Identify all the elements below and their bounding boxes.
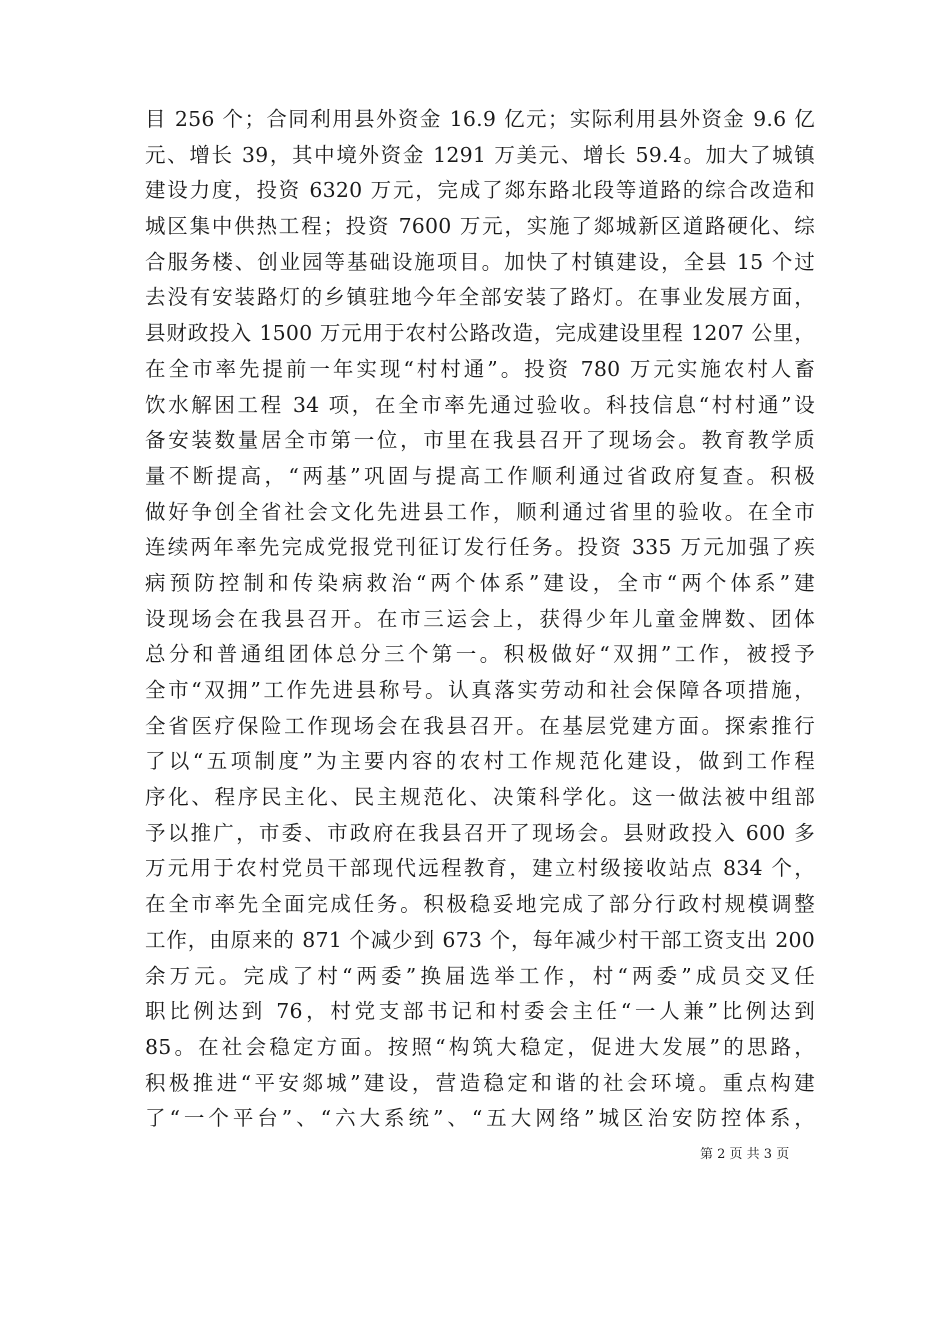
text-line: 病预防控制和传染病救治“两个体系”建设，全市“两个体系”建	[145, 570, 815, 595]
text-line: 量不断提高，“两基”巩固与提高工作顺利通过省政府复查。积极	[145, 463, 815, 488]
text-line: 万元用于农村党员干部现代远程教育，建立村级接收站点 834 个，	[145, 856, 815, 881]
text-line: 总分和普通组团体总分三个第一。积极做好“双拥”工作，被授予	[145, 642, 815, 667]
text-line: 做好争创全省社会文化先进县工作，顺利通过省里的验收。在全市	[145, 499, 815, 524]
text-line: 工作，由原来的 871 个减少到 673 个，每年减少村干部工资支出 200	[145, 927, 815, 952]
text-line: 连续两年率先完成党报党刊征订发行任务。投资 335 万元加强了疾	[145, 535, 815, 560]
page-number-footer: 第 2 页 共 3 页	[700, 1147, 790, 1162]
text-line: 序化、程序民主化、民主规范化、决策科学化。这一做法被中组部	[145, 785, 815, 810]
text-line: 备安装数量居全市第一位，市里在我县召开了现场会。教育教学质	[145, 428, 815, 453]
text-line: 余万元。完成了村“两委”换届选举工作，村“两委”成员交叉任	[145, 963, 815, 988]
text-line: 职比例达到 76，村党支部书记和村委会主任“一人兼”比例达到	[145, 999, 815, 1024]
text-line: 了以“五项制度”为主要内容的农村工作规范化建设，做到工作程	[145, 749, 815, 774]
text-line: 目 256 个；合同利用县外资金 16.9 亿元；实际利用县外资金 9.6 亿	[145, 107, 815, 131]
text-line: 县财政投入 1500 万元用于农村公路改造，完成建设里程 1207 公里，	[145, 321, 815, 346]
text-line: 予以推广，市委、市政府在我县召开了现场会。县财政投入 600 多	[145, 820, 815, 845]
text-line: 合服务楼、创业园等基础设施项目。加快了村镇建设，全县 15 个过	[145, 249, 815, 274]
text-line: 全市“双拥”工作先进县称号。认真落实劳动和社会保障各项措施，	[145, 678, 815, 702]
body-text	[145, 102, 815, 1137]
text-line: 设现场会在我县召开。在市三运会上，获得少年儿童金牌数、团体	[145, 606, 815, 631]
text-line: 了“一个平台”、“六大系统”、“五大网络”城区治安防控体系，	[145, 1106, 815, 1131]
text-line: 85。在社会稳定方面。按照“构筑大稳定，促进大发展”的思路，	[145, 1034, 815, 1059]
text-line: 建设力度，投资 6320 万元，完成了郯东路北段等道路的综合改造和	[145, 178, 815, 203]
text-line: 在全市率先全面完成任务。积极稳妥地完成了部分行政村规模调整	[145, 892, 815, 917]
text-line: 元、增长 39，其中境外资金 1291 万美元、增长 59.4。加大了城镇	[145, 142, 815, 167]
text-line: 积极推进“平安郯城”建设，营造稳定和谐的社会环境。重点构建	[145, 1070, 815, 1095]
text-line: 城区集中供热工程；投资 7600 万元，实施了郯城新区道路硬化、综	[145, 214, 815, 239]
text-line: 去没有安装路灯的乡镇驻地今年全部安装了路灯。在事业发展方面，	[145, 285, 815, 310]
text-line: 全省医疗保险工作现场会在我县召开。在基层党建方面。探索推行	[145, 713, 815, 738]
text-line: 在全市率先提前一年实现“村村通”。投资 780 万元实施农村人畜	[145, 356, 815, 381]
text-line: 饮水解困工程 34 项，在全市率先通过验收。科技信息“村村通”设	[145, 392, 815, 417]
